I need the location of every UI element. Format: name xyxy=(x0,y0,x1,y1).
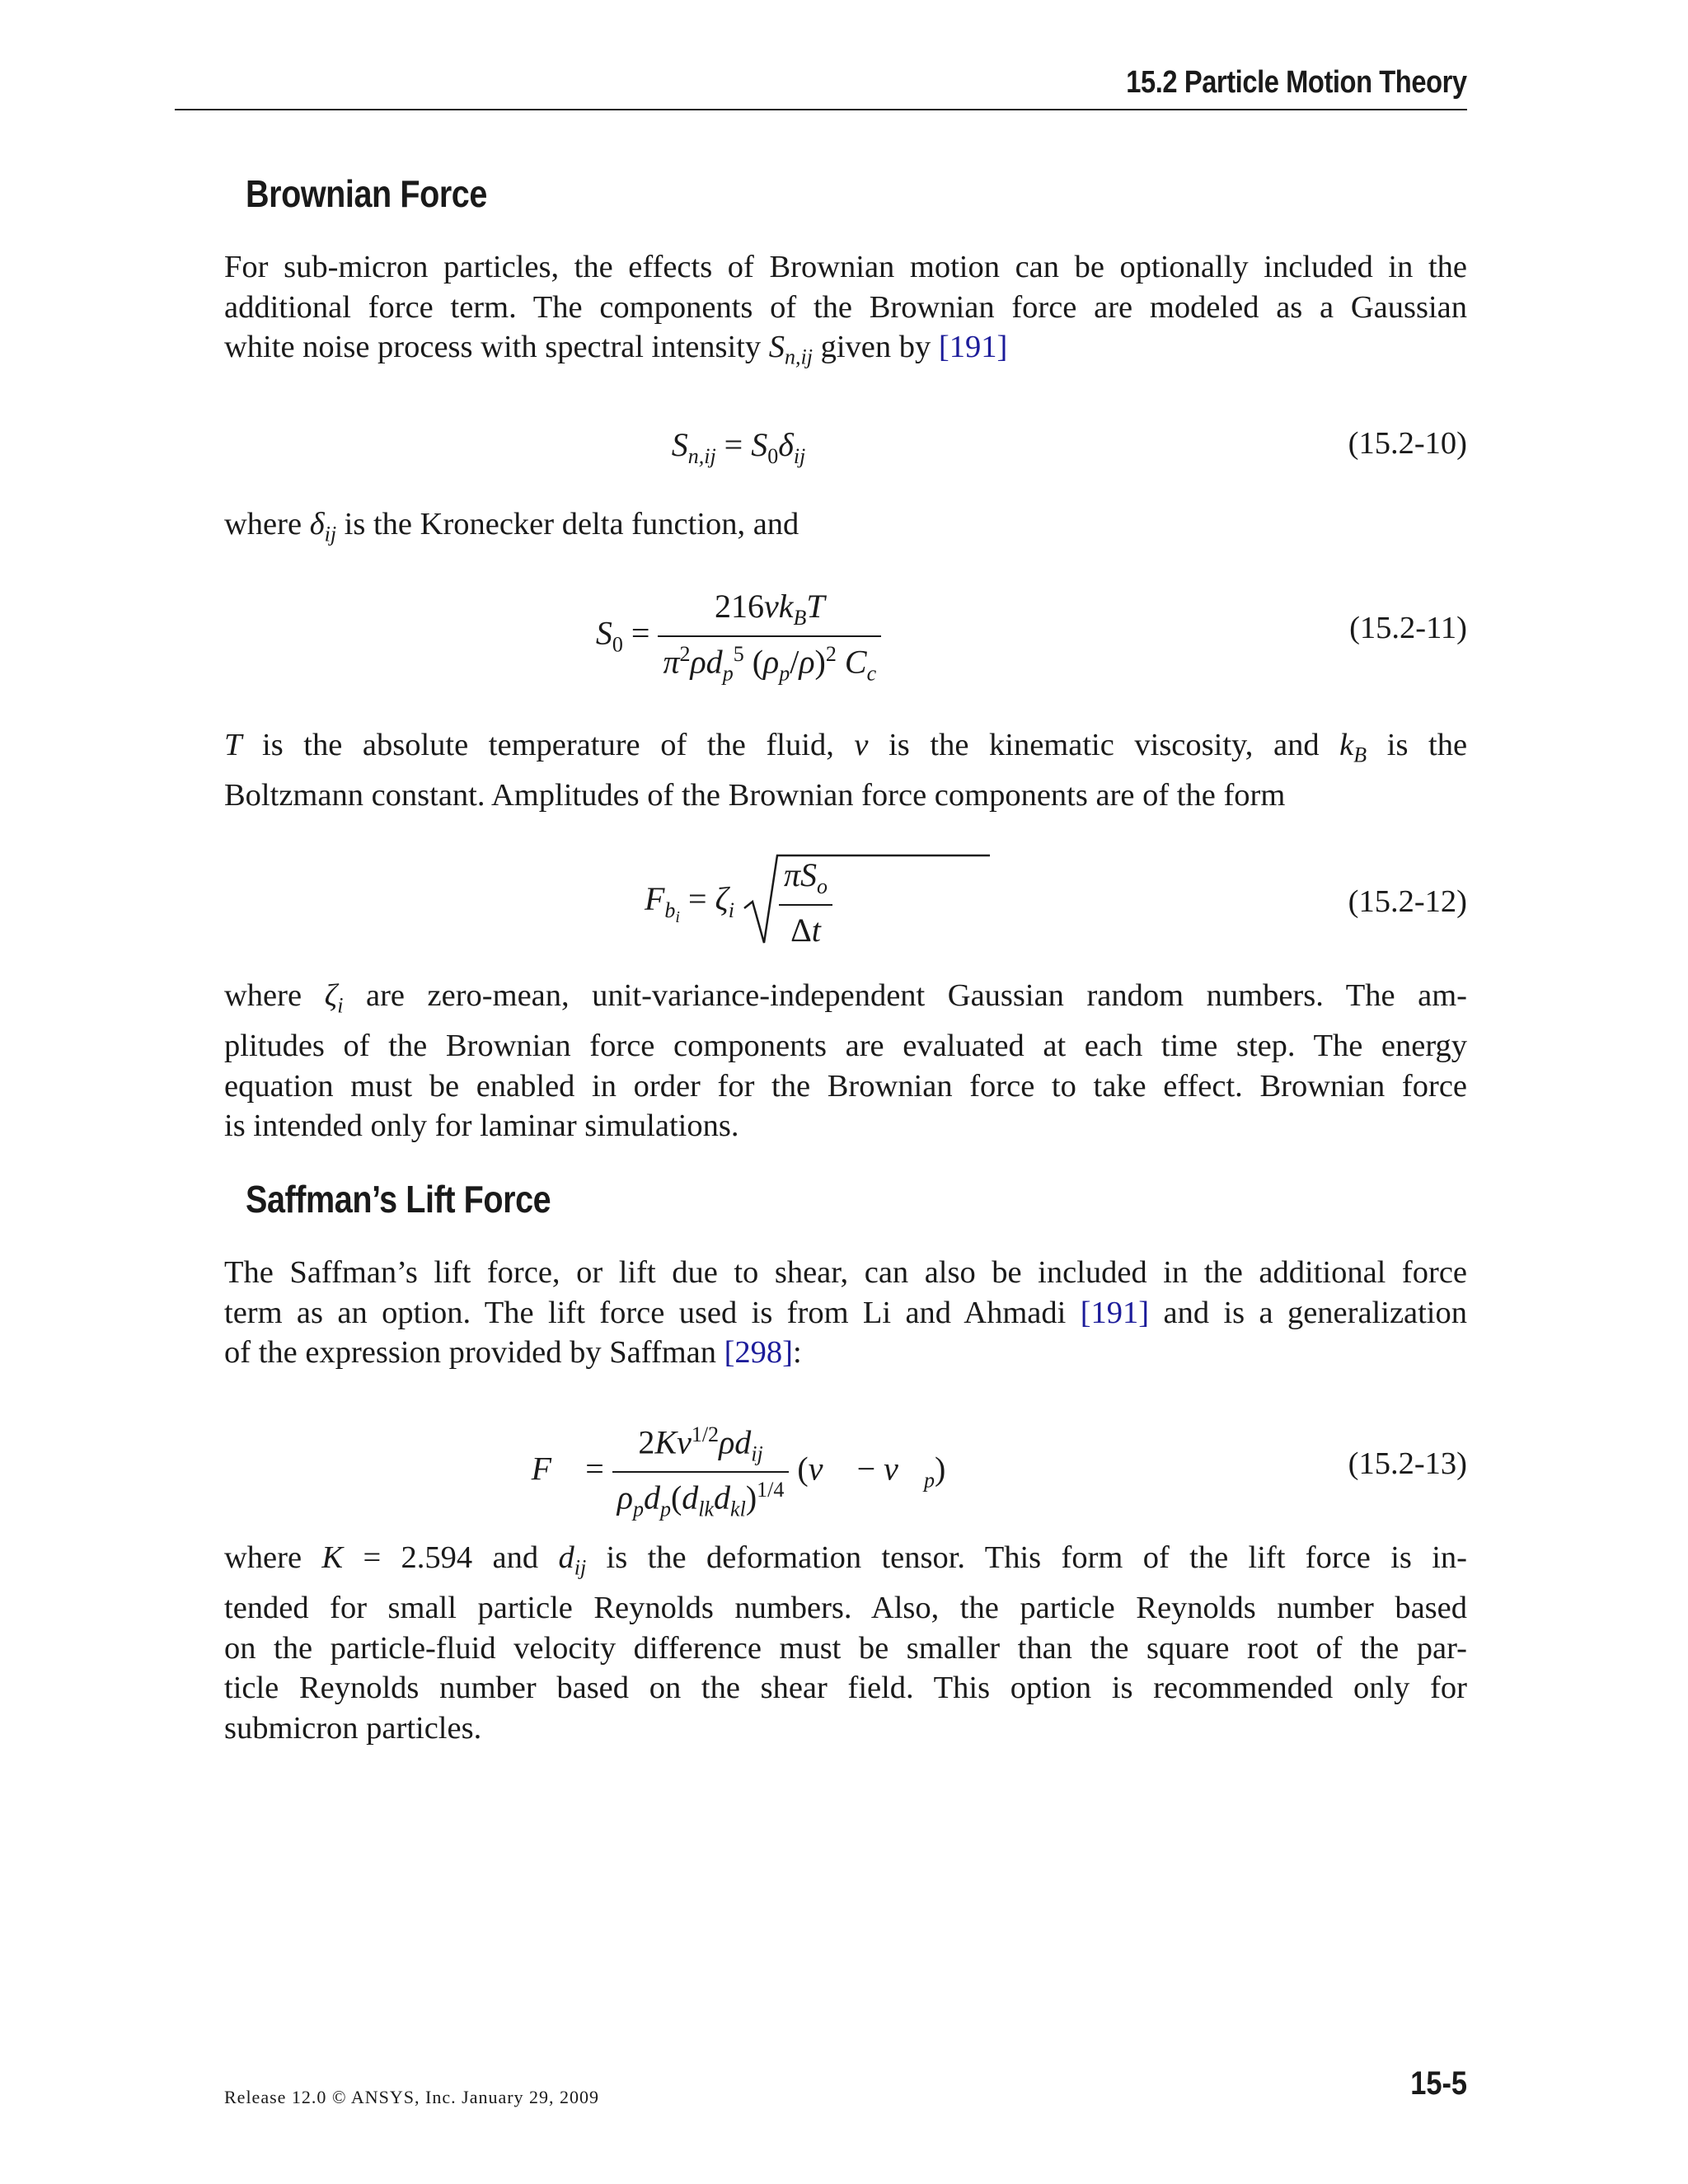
numerator: $216\nu k_BT$ xyxy=(658,587,881,637)
text-line: tended for small particle Reynolds numbers. Also, the particle Reynolds number based xyxy=(224,1591,1467,1626)
equation-body: $F_{b_i} = \zeta_i$ $\frac{\pi S_o}{\Delta t}$ xyxy=(224,855,1253,949)
denominator: Δt xyxy=(790,912,821,949)
text-line xyxy=(224,1333,1467,1373)
text-fragment: white noise process with spectral intensity xyxy=(224,330,762,364)
equation-number: (15.2-11) xyxy=(1349,611,1467,645)
text-line: For sub-micron particles, the effects of Brownian motion can be optionally included in the xyxy=(224,250,1467,284)
equation-number: (15.2-12) xyxy=(1348,884,1467,919)
text-line: plitudes of the Brownian force components are evaluated at each time step. The energy xyxy=(224,1029,1467,1064)
paragraph-temperature xyxy=(224,725,1467,816)
text-line: white noise process with spectral intensity $S_{n,ij}$ given by [191] xyxy=(224,330,1008,369)
text-fragment: = 2.594 and xyxy=(363,1540,539,1575)
text-fragment: where xyxy=(224,507,302,541)
text-fragment: are zero-mean, unit-variance-independent Gaussian random numbers. The am- xyxy=(366,978,1467,1013)
text-line: T is the absolute temperature of the fluid, ν is the kinematic viscosity, and $k_B$ is the xyxy=(224,728,1468,767)
equation-number: (15.2-13) xyxy=(1348,1446,1467,1481)
text-fragment: is the deformation tensor. This form of the lift force is in- xyxy=(606,1540,1468,1575)
text-line: submicron particles. xyxy=(224,1710,482,1746)
text-line: where K = 2.594 and $d_{ij}$ is the deformation tensor. This form of the lift force is in- xyxy=(224,1540,1468,1580)
paragraph-brownian-intro xyxy=(224,247,1467,377)
equation-body: F⃗ = $\frac{2K\nu^{1/2}\rho d_{ij}}{\rho_pd_p(d_{lk}d_{kl})^{1/4}}$ (v⃗ − $v⃗_p$) xyxy=(531,1422,946,1521)
text-line: ticle Reynolds number based on the shear field. This option is recommended only for xyxy=(224,1671,1467,1706)
footer-release: Release 12.0 © ANSYS, Inc. January 29, 2009 xyxy=(224,2087,600,2107)
citation-link[interactable]: [191] xyxy=(1080,1295,1150,1330)
radical-sign xyxy=(743,851,990,949)
running-title: 15.2 Particle Motion Theory xyxy=(1126,65,1467,100)
equation-15-2-11 xyxy=(224,587,1467,694)
text-line: where $\zeta_i$ are zero-mean, unit-variance-independent Gaussian random numbers. The am- xyxy=(224,978,1467,1018)
paragraph-saffman-intro xyxy=(224,1253,1467,1373)
fraction xyxy=(658,587,881,686)
text-fragment: is the kinematic viscosity, and xyxy=(889,728,1320,762)
text-fragment: of the expression provided by Saffman xyxy=(224,1335,716,1370)
text-fragment: is the xyxy=(1386,728,1468,762)
equation-15-2-10 xyxy=(224,425,1467,516)
text-line: on the particle-fluid velocity difference must be smaller than the square root of the par- xyxy=(224,1630,1467,1666)
equation-number: (15.2-10) xyxy=(1348,426,1467,461)
equation-15-2-12 xyxy=(224,855,1467,954)
paragraph-kronecker xyxy=(224,504,1467,555)
text-fragment: : xyxy=(793,1335,802,1370)
text-line: where $\delta_{ij}$ is the Kronecker delta function, and xyxy=(224,507,799,546)
text-line: Boltzmann constant. Amplitudes of the Brownian force components are of the form xyxy=(224,778,1286,813)
text-fragment: where xyxy=(224,1540,302,1575)
paragraph-deformation xyxy=(224,1538,1467,1748)
citation-link[interactable]: [298] xyxy=(724,1335,794,1370)
denominator: $\pi^2\rho d_p^5$ $(\rho_p/\rho)^2$ $C_c$ xyxy=(663,642,877,686)
running-header xyxy=(175,61,1467,110)
text-fragment: is the Kronecker delta function, and xyxy=(344,507,799,541)
section-heading-brownian: Brownian Force xyxy=(246,172,487,215)
text-fragment: and is a generalization xyxy=(1163,1295,1468,1330)
equation-body: $S_0$ = $\frac{216\nu k_BT}{\pi^2\rho d_p^5 (\rho_p/\rho)^2 C_c}$ xyxy=(224,587,1253,686)
text-line xyxy=(224,1293,1467,1333)
text-line: additional force term. The components of the Brownian force are modeled as a Gaussian xyxy=(224,289,1467,325)
page-number: 15-5 xyxy=(1410,2065,1467,2102)
fraction xyxy=(612,1422,790,1522)
equation-body: $S_{n,ij} = S_0\delta_{ij}$ xyxy=(671,426,806,468)
text-fragment: is the absolute temperature of the fluid, xyxy=(262,728,834,762)
numerator: $2K\nu^{1/2}\rho d_{ij}$ xyxy=(612,1422,790,1473)
text-fragment: given by xyxy=(820,330,931,364)
text-line: equation must be enabled in order for the Brownian force to take effect. Brownian force xyxy=(224,1068,1467,1104)
square-root xyxy=(743,855,832,949)
denominator: $\rho_pd_p(d_{lk}d_{kl})^{1/4}$ xyxy=(617,1478,785,1521)
section-heading-saffman: Saffman’s Lift Force xyxy=(246,1178,551,1221)
numerator: $\pi S_o$ xyxy=(779,855,832,906)
text-line: The Saffman’s lift force, or lift due to shear, can also be included in the additional force xyxy=(224,1255,1467,1290)
citation-link[interactable]: [191] xyxy=(938,330,1008,364)
text-line: is intended only for laminar simulations. xyxy=(224,1108,739,1144)
equation-15-2-13 xyxy=(224,1422,1467,1530)
paragraph-zeta xyxy=(224,976,1467,1146)
text-fragment: term as an option. The lift force used is from Li and Ahmadi xyxy=(224,1295,1067,1330)
